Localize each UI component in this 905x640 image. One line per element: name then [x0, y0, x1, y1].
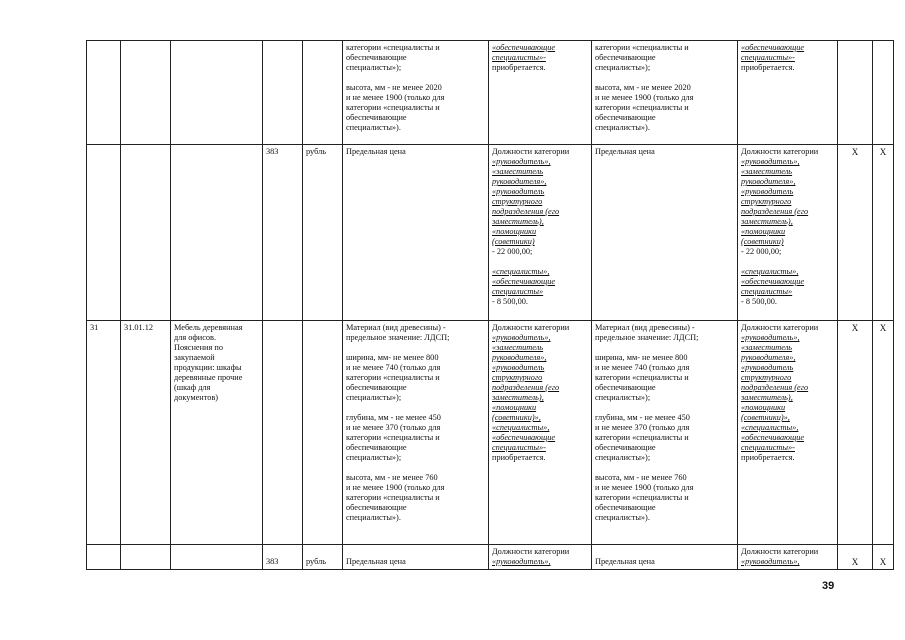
text-line: специалисты»- — [741, 443, 795, 452]
text-line: «руководитель», — [492, 333, 551, 342]
text-line: «руководитель — [741, 363, 794, 372]
text-line: руководителя», — [492, 353, 547, 362]
text-line: специалисты»- — [492, 53, 546, 62]
text-line — [346, 463, 485, 473]
text-line: категории «специалисты и — [346, 373, 440, 382]
cell-unit — [303, 321, 343, 545]
text-line: высота, мм - не менее 2020 — [346, 83, 442, 92]
text-line: (советники)», — [741, 413, 790, 422]
text-line: и не менее 1900 (только для — [346, 93, 445, 102]
cell-x2: X — [873, 545, 894, 570]
text-line: «специалисты», — [741, 267, 799, 276]
cell-unit — [303, 41, 343, 145]
text-line: продукции: шкафы — [174, 363, 242, 372]
text-line: обеспечивающие — [595, 53, 656, 62]
cell-x2 — [873, 41, 894, 145]
cell-okpd: 31.01.12 — [121, 321, 171, 545]
text-line: Материал (вид древесины) - — [346, 323, 446, 332]
text-line: (советники)», — [492, 413, 541, 422]
text-line: руководителя», — [741, 177, 796, 186]
text-line: специалисты»- — [492, 443, 546, 452]
text-line: специалисты»); — [595, 393, 651, 402]
cell-positions-2: «обеспечивающие специалисты»- приобретается. — [738, 41, 838, 145]
cell-x1 — [838, 41, 873, 145]
cell-x1: X — [838, 321, 873, 545]
text-line: специалисты»); — [595, 63, 651, 72]
text-line: обеспечивающие — [595, 383, 656, 392]
text-line: специалисты» — [492, 287, 544, 296]
text-line: «обеспечивающие — [492, 277, 556, 286]
cell-characteristics — [343, 41, 489, 145]
text-line — [595, 403, 734, 413]
cell-unit: рубль — [303, 145, 343, 321]
text-line: «специалисты», — [492, 267, 550, 276]
cell-characteristics-2 — [592, 321, 738, 545]
text-line: специалисты»); — [346, 63, 402, 72]
text-line: «заместитель — [741, 343, 793, 352]
text-line: документов) — [174, 393, 219, 402]
text-line: руководителя», — [741, 353, 796, 362]
cell-title — [171, 41, 263, 145]
text-line: «заместитель — [741, 167, 793, 176]
text-line: категории «специалисты и — [595, 493, 689, 502]
text-line: обеспечивающие — [595, 503, 656, 512]
text-line — [346, 343, 485, 353]
text-line: высота, мм - не менее 2020 — [595, 83, 691, 92]
text-line: подразделения (его — [741, 207, 809, 216]
text-line: обеспечивающие — [346, 113, 407, 122]
text-line: категории «специалисты и — [346, 43, 440, 52]
text-line: (советники) — [492, 237, 535, 246]
text-line: и не менее 370 (только для — [346, 423, 441, 432]
text-line — [595, 343, 734, 353]
text-line: обеспечивающие — [595, 113, 656, 122]
cell-okpd — [121, 545, 171, 570]
cell-num: 31 — [87, 321, 121, 545]
text-line: заместитель), — [492, 217, 544, 226]
text-line: и не менее 370 (только для — [595, 423, 690, 432]
cell-name: Предельная цена — [343, 545, 489, 570]
cell-code — [263, 41, 303, 145]
text-line: структурного — [741, 373, 792, 382]
cell-num — [87, 145, 121, 321]
text-line: категории «специалисты и — [346, 433, 440, 442]
text-line: и не менее 1900 (только для — [595, 483, 694, 492]
text-line: специалисты»); — [595, 453, 651, 462]
spec-table — [86, 40, 894, 570]
text-line — [595, 463, 734, 473]
cell-code: 383 — [263, 545, 303, 570]
text-line: (шкаф для — [174, 383, 211, 392]
text-line: (советники) — [741, 237, 784, 246]
text-line: «обеспечивающие — [492, 43, 556, 52]
cell-positions: «обеспечивающие специалисты»- приобретается. — [489, 41, 592, 145]
text-line: специалисты»); — [346, 393, 402, 402]
cell-unit: рубль — [303, 545, 343, 570]
text-line: заместитель), — [741, 217, 793, 226]
text-line: «заместитель — [492, 167, 544, 176]
text-line: обеспечивающие — [346, 503, 407, 512]
text-line: обеспечивающие — [346, 53, 407, 62]
cell-x2: X — [873, 145, 894, 321]
text-line: Мебель деревянная — [174, 323, 243, 332]
cell-positions: Должности категории «руководитель», «заместитель руководителя», «руководитель структурного подразделения (его заместитель), «помощники (советники)», «специалисты», «обеспечивающие специалисты»- приобретается. — [489, 321, 592, 545]
cell-positions: Должности категории «руководитель», — [489, 545, 592, 570]
text-line: специалисты»- — [741, 53, 795, 62]
text-line: подразделения (его — [492, 207, 560, 216]
cell-name-2: Предельная цена — [592, 145, 738, 321]
cell-positions-2: Должности категории «руководитель», «заместитель руководителя», «руководитель структурного подразделения (его заместитель), «помощники (советники) - 22 000,00; «специалисты», «обеспечивающие специалисты» - 8 500,00. — [738, 145, 838, 321]
text-line: и не менее 740 (только для — [346, 363, 441, 372]
cell-name: Предельная цена — [343, 145, 489, 321]
text-line: предельное значение: ЛДСП; — [346, 333, 450, 342]
cell-title — [171, 145, 263, 321]
text-line: категории «специалисты и — [595, 43, 689, 52]
text-line: специалисты»). — [346, 123, 401, 132]
text-line: ширина, мм- не менее 800 — [346, 353, 439, 362]
text-line — [346, 403, 485, 413]
text-line: подразделения (его — [741, 383, 809, 392]
text-line: «руководитель», — [492, 157, 551, 166]
cell-okpd — [121, 41, 171, 145]
cell-title — [171, 545, 263, 570]
text-line: высота, мм - не менее 760 — [346, 473, 438, 482]
text-line: категории «специалисты и — [346, 493, 440, 502]
cell-positions-2: Должности категории «руководитель», «заместитель руководителя», «руководитель структурного подразделения (его заместитель), «помощники (советники)», «специалисты», «обеспечивающие специалисты»- приобретается. — [738, 321, 838, 545]
text-line: руководителя», — [492, 177, 547, 186]
cell-x2: X — [873, 321, 894, 545]
table-row — [87, 41, 894, 145]
text-line: и не менее 740 (только для — [595, 363, 690, 372]
text-line: «помощники — [741, 227, 786, 236]
text-line: «обеспечивающие — [741, 277, 805, 286]
cell-x1: X — [838, 545, 873, 570]
text-line: деревянные прочие — [174, 373, 243, 382]
text-line: «специалисты», — [741, 423, 799, 432]
text-line: Пояснения по — [174, 343, 223, 352]
text-line: категории «специалисты и — [595, 433, 689, 442]
text-line: заместитель), — [741, 393, 793, 402]
text-line: «руководитель — [492, 187, 545, 196]
cell-code — [263, 321, 303, 545]
text-line: и не менее 1900 (только для — [595, 93, 694, 102]
cell-positions: Должности категории «руководитель», «заместитель руководителя», «руководитель структурного подразделения (его заместитель), «помощники (советники) - 22 000,00; «специалисты», «обеспечивающие специалисты» - 8 500,00. — [489, 145, 592, 321]
text-line: глубина, мм - не менее 450 — [346, 413, 441, 422]
text-line: «обеспечивающие — [492, 433, 556, 442]
table-row — [87, 545, 894, 570]
text-line: «помощники — [741, 403, 786, 412]
text-line: структурного — [492, 197, 543, 206]
text-line: «помощники — [492, 227, 537, 236]
text-line: категории «специалисты и — [346, 103, 440, 112]
cell-num — [87, 41, 121, 145]
text-line: Материал (вид древесины) - — [595, 323, 695, 332]
table-row — [87, 321, 894, 545]
text-line: структурного — [741, 197, 792, 206]
text-line: «руководитель», — [741, 157, 800, 166]
text-line: специалисты»). — [346, 513, 401, 522]
text-line: обеспечивающие — [346, 383, 407, 392]
cell-positions-2: Должности категории «руководитель», — [738, 545, 838, 570]
text-line: для офисов. — [174, 333, 217, 342]
text-line: «специалисты», — [492, 423, 550, 432]
text-line: категории «специалисты и — [595, 103, 689, 112]
cell-title — [171, 321, 263, 545]
text-line: обеспечивающие — [595, 443, 656, 452]
text-line: «заместитель — [492, 343, 544, 352]
text-line: обеспечивающие — [346, 443, 407, 452]
text-line: «помощники — [492, 403, 537, 412]
text-line: ширина, мм- не менее 800 — [595, 353, 688, 362]
text-line: категории «специалисты и — [595, 373, 689, 382]
text-line: «руководитель», — [741, 333, 800, 342]
text-line: специалисты» — [741, 287, 793, 296]
text-line: заместитель), — [492, 393, 544, 402]
cell-okpd — [121, 145, 171, 321]
text-line: «обеспечивающие — [741, 43, 805, 52]
cell-name-2: Предельная цена — [592, 545, 738, 570]
text-line: высота, мм - не менее 760 — [595, 473, 687, 482]
text-line: и не менее 1900 (только для — [346, 483, 445, 492]
text-line: глубина, мм - не менее 450 — [595, 413, 690, 422]
cell-code: 383 — [263, 145, 303, 321]
cell-characteristics — [343, 321, 489, 545]
text-line — [595, 73, 734, 83]
cell-x1: X — [838, 145, 873, 321]
table-row — [87, 145, 894, 321]
text-line: специалисты»); — [346, 453, 402, 462]
text-line: «руководитель — [492, 363, 545, 372]
text-line: структурного — [492, 373, 543, 382]
text-line: подразделения (его — [492, 383, 560, 392]
text-line: специалисты»). — [595, 123, 650, 132]
text-line: «обеспечивающие — [741, 433, 805, 442]
cell-characteristics-2 — [592, 41, 738, 145]
cell-num — [87, 545, 121, 570]
text-line: предельное значение: ЛДСП; — [595, 333, 699, 342]
text-line — [346, 73, 485, 83]
text-line: специалисты»). — [595, 513, 650, 522]
text-line: закупаемой — [174, 353, 215, 362]
text-line: «руководитель — [741, 187, 794, 196]
page-number: 39 — [822, 580, 835, 592]
